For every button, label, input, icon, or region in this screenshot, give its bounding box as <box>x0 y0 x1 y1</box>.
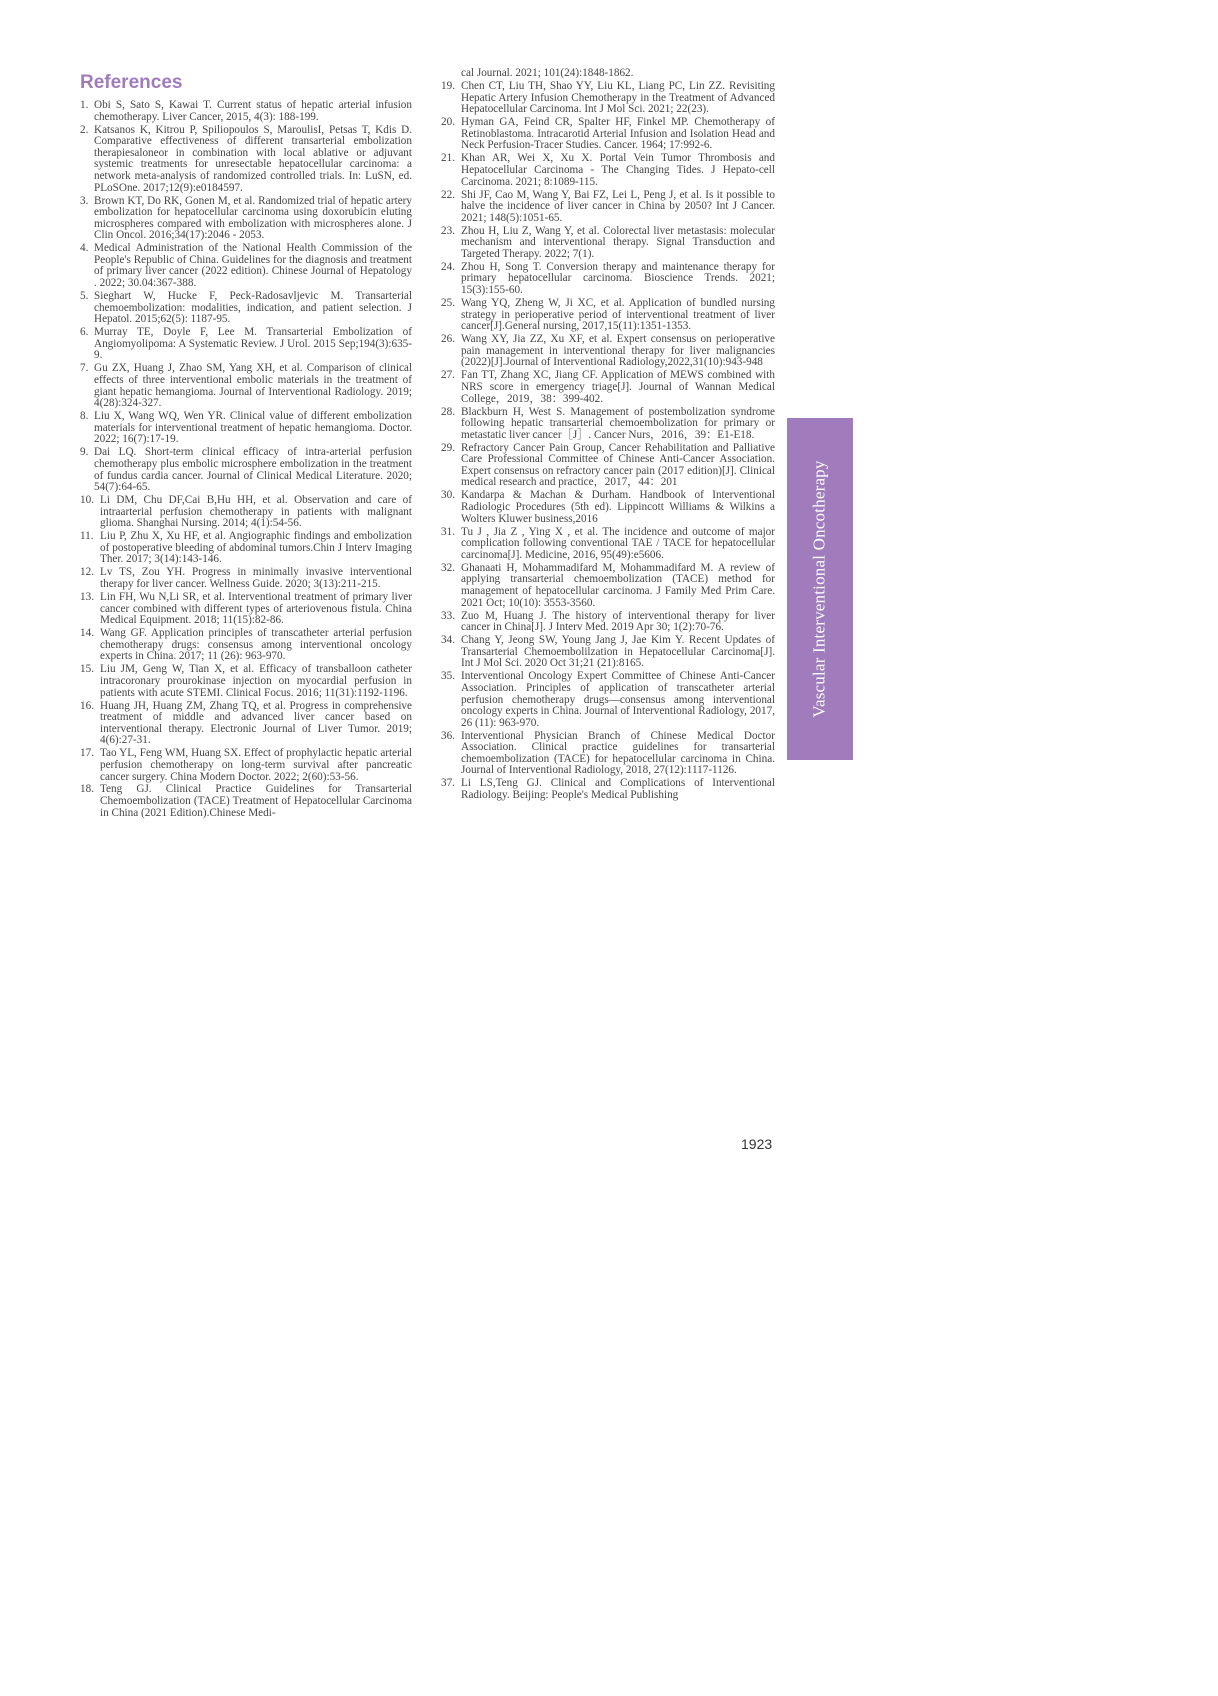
reference-item <box>80 784 412 819</box>
reference-text: Gu ZX, Huang J, Zhao SM, Yang XH, et al. Comparison of clinical effects of three interventional embolic materials in the treatment of giant hepatic hemangioma. Journal of Interventional Radiology. 2019; 4(28):324-327. <box>94 362 412 410</box>
reference-text: Brown KT, Do RK, Gonen M, et al. Randomized trial of hepatic artery embolization for hepatocellular carcinoma using doxorubicin eluting microspheres compared with embolization with microspheres alone. J Clin Oncol. 2016;34(17):2046 - 2053. <box>94 194 412 242</box>
reference-number: 20. <box>441 116 455 129</box>
reference-number: 19. <box>441 79 455 92</box>
reference-item <box>80 125 412 195</box>
reference-text: Hyman GA, Feind CR, Spalter HF, Finkel MP. Chemotherapy of Retinoblastoma. Intracarotid Arterial Infusion and Isolation Head and Neck Perfusion-Tracer Studies. Cancer. 1964; 17:992-6. <box>461 116 775 152</box>
reference-number: 17. <box>80 747 94 760</box>
reference-item <box>441 190 775 225</box>
reference-number: 36. <box>441 729 455 742</box>
reference-item <box>80 363 412 409</box>
reference-number: 37. <box>441 777 455 790</box>
reference-item <box>80 495 412 530</box>
reference-item <box>441 81 775 116</box>
section-sidebar-tab <box>787 418 853 760</box>
reference-item <box>80 567 412 590</box>
reference-item <box>441 226 775 261</box>
reference-text: Zhou H, Liu Z, Wang Y, et al. Colorectal liver metastasis: molecular mechanism and interventional therapy. Signal Transduction and Targeted Therapy. 2022; 7(1). <box>461 224 775 260</box>
reference-text: Huang JH, Huang ZM, Zhang TQ, et al. Progress in comprehensive treatment of middle and advanced liver cancer based on interventional therapy. Electronic Journal of Liver Tumor. 2019; 4(6):27-31. <box>100 699 412 747</box>
reference-number: 8. <box>80 410 89 423</box>
reference-text: Li DM, Chu DF,Cai B,Hu HH, et al. Observation and care of intraarterial perfusion chemotherapy in patients with malignant glioma. Shanghai Nursing. 2014; 4(1):54-56. <box>100 494 412 530</box>
reference-item <box>80 196 412 242</box>
reference-text: Chen CT, Liu TH, Shao YY, Liu KL, Liang PC, Lin ZZ. Revisiting Hepatic Artery Infusion Chemotherapy in the Treatment of Advanced Hepatocellular Carcinoma. Int J Mol Sci. 2021; 22(23). <box>461 79 775 116</box>
reference-text: Tu J , Jia Z , Ying X , et al. The incidence and outcome of major complication following conventional TAE / TACE for hepatocellular carcinoma[J]. Medicine, 2016, 95(49):e5606. <box>461 525 775 561</box>
reference-text: Wang YQ, Zheng W, Ji XC, et al. Application of bundled nursing strategy in perioperative period of interventional treatment of liver cancer[J].General nursing, 2017,15(11):1351-1353. <box>461 297 775 333</box>
reference-item <box>80 100 412 123</box>
reference-number: 25. <box>441 297 455 310</box>
reference-number: 18. <box>80 783 94 796</box>
reference-text: Kandarpa & Machan & Durham. Handbook of Interventional Radiologic Procedures (5th ed). Lippincott Williams & Wilkins a Wolters Kluwer business,2016 <box>461 489 775 525</box>
reference-item <box>80 243 412 289</box>
reference-item <box>80 701 412 747</box>
reference-number: 29. <box>441 441 455 454</box>
reference-item <box>80 411 412 446</box>
reference-number: 21. <box>441 152 455 165</box>
reference-text: Murray TE, Doyle F, Lee M. Transarterial Embolization of Angiomyolipoma: A Systematic Review. J Urol. 2015 Sep;194(3):635-9. <box>94 326 412 362</box>
reference-number: 16. <box>80 699 94 712</box>
reference-text: Chang Y, Jeong SW, Young Jang J, Jae Kim Y. Recent Updates of Transarterial Chemoembolilzation in Hepatocellular Carcinoma[J]. Int J Mol Sci. 2020 Oct 31;21 (21):8165. <box>461 634 775 670</box>
reference-number: 31. <box>441 525 455 538</box>
reference-item <box>441 635 775 670</box>
reference-text: Obi S, Sato S, Kawai T. Current status of hepatic arterial infusion chemotherapy. Liver Cancer, 2015, 4(3): 188-199. <box>94 99 412 123</box>
reference-number: 10. <box>80 494 94 507</box>
reference-text: Liu X, Wang WQ, Wen YR. Clinical value of different embolization materials for interventional treatment of hepatic hemangioma. Doctor. 2022; 16(7):17-19. <box>94 410 412 446</box>
reference-item <box>441 731 775 777</box>
reference-number: 2. <box>80 123 89 136</box>
reference-item <box>441 407 775 442</box>
reference-item <box>441 778 775 801</box>
reference-text: Wang XY, Jia ZZ, Xu XF, et al. Expert consensus on perioperative pain management in interventional therapy for liver malignancies (2022)[J].Journal of Interventional Radiology,2022,31(10):943-948 <box>461 333 775 369</box>
reference-item <box>441 611 775 634</box>
reference-continuation: cal Journal. 2021; 101(24):1848-1862. <box>461 67 634 79</box>
reference-item <box>441 298 775 333</box>
references-column-left <box>80 100 412 821</box>
reference-number: 26. <box>441 333 455 346</box>
reference-text: Sieghart W, Hucke F, Peck-Radosavljevic M. Transarterial chemoembolization: modalities, indication, and patient selection. J Hepatol. 2015;62(5): 1187-95. <box>94 290 412 326</box>
page-number: 1923 <box>741 1136 773 1152</box>
sidebar-label: Vascular Interventional Oncotherapy <box>810 460 829 718</box>
reference-text: Interventional Physician Branch of Chinese Medical Doctor Association. Clinical practice guidelines for transarterial chemoembolization (TACE) for hepatocellular carcinoma in China. Journal of Interventional Radiology, 2018, 27(12):1117-1126. <box>461 729 775 777</box>
reference-number: 9. <box>80 446 89 459</box>
reference-number: 22. <box>441 188 455 201</box>
reference-text: Lv TS, Zou YH. Progress in minimally invasive interventional therapy for liver cancer. Wellness Guide. 2020; 3(13):211-215. <box>100 566 412 591</box>
reference-text: Refractory Cancer Pain Group, Cancer Rehabilitation and Palliative Care Professional Committee of Chinese Anti-Cancer Association. Expert consensus on refractory cancer pain (2017 edition)[J]. Clinical medical research and practice，2017，44：201 <box>461 441 775 489</box>
reference-number: 15. <box>80 663 94 676</box>
reference-item <box>441 443 775 489</box>
reference-number: 23. <box>441 224 455 237</box>
reference-item <box>80 327 412 362</box>
reference-text: Liu JM, Geng W, Tian X, et al. Efficacy of transballoon catheter intracoronary prourokinase injection on myocardial perfusion in patients with acute STEMI. Clinical Focus. 2016; 11(31):1192-1196. <box>100 663 412 699</box>
reference-number: 28. <box>441 405 455 418</box>
reference-number: 33. <box>441 609 455 622</box>
reference-text: Fan TT, Zhang XC, Jiang CF. Application of MEWS combined with NRS score in emergency triage[J]. Journal of Wannan Medical College，2019，38：399-402. <box>461 369 775 405</box>
reference-number: 1. <box>80 99 89 111</box>
reference-item <box>441 671 775 729</box>
reference-text: Tao YL, Feng WM, Huang SX. Effect of prophylactic hepatic arterial perfusion chemotherapy on long-term survival after pancreatic cancer surgery. China Modern Doctor. 2022; 2(60):53-56. <box>100 747 412 783</box>
reference-text: Shi JF, Cao M, Wang Y, Bai FZ, Lei L, Peng J, et al. Is it possible to halve the incidence of liver cancer in China by 2050? Int J Cancer. 2021; 148(5):1051-65. <box>461 188 775 224</box>
reference-number: 14. <box>80 627 94 640</box>
reference-item <box>441 153 775 188</box>
reference-text: Li LS,Teng GJ. Clinical and Complications of Interventional Radiology. Beijing: People's Medical Publishing <box>461 777 775 802</box>
reference-item <box>80 664 412 699</box>
reference-item <box>80 447 412 493</box>
reference-item <box>80 291 412 326</box>
reference-item <box>441 262 775 297</box>
reference-item <box>441 563 775 609</box>
reference-text: Wang GF. Application principles of transcatheter arterial perfusion chemotherapy drugs: consensus among interventional oncology experts in China. 2017; 11 (26): 963-970. <box>100 627 412 663</box>
reference-text: Ghanaati H, Mohammadifard M, Mohammadifard M. A review of applying transarterial chemoembolization (TACE) method for management of hepatocellular carcinoma. J Family Med Prim Care. 2021 Oct; 10(10): 3553-3560. <box>461 561 775 609</box>
reference-number: 5. <box>80 290 89 303</box>
reference-text: Khan AR, Wei X, Xu X. Portal Vein Tumor Thrombosis and Hepatocellular Carcinoma - The Changing Tides. J Hepato-cell Carcinoma. 2021; 8:1089-115. <box>461 152 775 188</box>
reference-number: 11. <box>80 530 94 543</box>
reference-text: Teng GJ. Clinical Practice Guidelines for Transarterial Chemoembolization (TACE) Treatment of Hepatocellular Carcinoma in China (2021 Edition).Chinese Medi- <box>100 783 412 819</box>
reference-text: Dai LQ. Short-term clinical efficacy of intra-arterial perfusion chemotherapy plus embolic microsphere embolization in the treatment of fundus cardia cancer. Journal of Clinical Medical Literature. 2020; 54(7):64-65. <box>94 446 412 494</box>
references-heading: References <box>80 72 183 93</box>
reference-text: Liu P, Zhu X, Xu HF, et al. Angiographic findings and embolization of postoperative bleeding of abdominal tumors.Chin J Interv Imaging Ther. 2017; 3(14):143-146. <box>100 530 412 566</box>
reference-number: 32. <box>441 561 455 574</box>
reference-number: 35. <box>441 670 455 683</box>
reference-item <box>441 334 775 369</box>
reference-text: Medical Administration of the National Health Commission of the People's Republic of China. Guidelines for the diagnosis and treatment of primary liver cancer (2022 edition). Chinese Journal of Hepatology . 2022; 30.04:367-388. <box>94 242 412 290</box>
reference-text: Zhou H, Song T. Conversion therapy and maintenance therapy for primary hepatocellular carcinoma. Bioscience Trends. 2021; 15(3):155-60. <box>461 260 775 297</box>
reference-number: 24. <box>441 260 455 273</box>
reference-number: 7. <box>80 362 89 375</box>
references-column-right <box>441 68 775 803</box>
reference-number: 6. <box>80 326 89 339</box>
reference-number: 30. <box>441 489 455 502</box>
reference-number: 13. <box>80 591 94 604</box>
reference-item <box>80 748 412 783</box>
reference-item <box>441 117 775 152</box>
reference-number: 4. <box>80 242 89 255</box>
reference-text: Interventional Oncology Expert Committee of Chinese Anti-Cancer Association. Principles of application of transcatheter arterial perfusion chemotherapy drugs—consensus among interventional oncology experts in China. Journal of Interventional Radiology, 2017, 26 (11): 963-970. <box>461 670 775 729</box>
reference-text: Blackburn H, West S. Management of postembolization syndrome following hepatic transarterial chemoembolization for primary or metastatic liver cancer［J］. Cancer Nurs，2016，39：E1-E18. <box>461 405 775 441</box>
reference-text: Lin FH, Wu N,Li SR, et al. Interventional treatment of primary liver cancer combined with different types of arteriovenous fistula. China Medical Equipment. 2018; 11(15):82-86. <box>100 591 412 627</box>
reference-number: 12. <box>80 566 94 579</box>
reference-item <box>80 628 412 663</box>
reference-number: 27. <box>441 369 455 382</box>
reference-item <box>441 370 775 405</box>
reference-item <box>80 531 412 566</box>
reference-text: Katsanos K, Kitrou P, Spiliopoulos S, MaroulisI, Petsas T, Kdis D. Comparative effectiveness of different transarterial embolization therapiesaloneor in combination with local ablative or adjuvant systemic treatments for unresectable hepatocellular carcinoma: a network meta-analysis of randomized controlled trials. In: LuSN, ed. PLoSOne. 2017;12(9):e0184597. <box>94 123 412 194</box>
reference-item <box>80 592 412 627</box>
reference-text: Zuo M, Huang J. The history of interventional therapy for liver cancer in China[J]. J Interv Med. 2019 Apr 30; 1(2):70-76. <box>461 609 775 634</box>
reference-item <box>441 527 775 562</box>
reference-number: 34. <box>441 634 455 647</box>
reference-number: 3. <box>80 194 89 207</box>
reference-item <box>441 490 775 525</box>
